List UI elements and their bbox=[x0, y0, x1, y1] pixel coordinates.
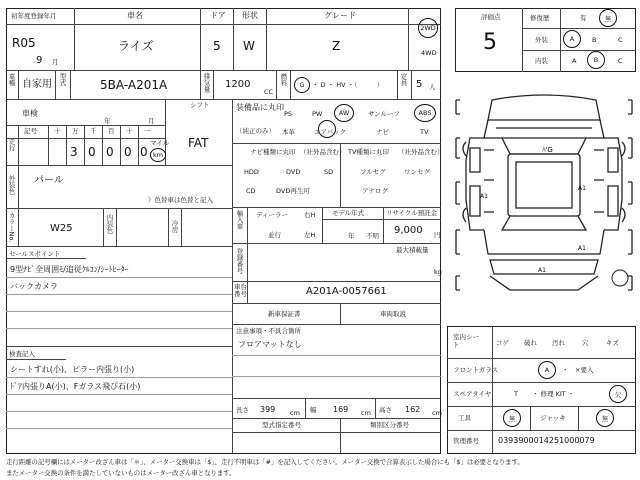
repair-yes: 有 bbox=[580, 14, 587, 22]
mgmt-value: 0393900014251000079 bbox=[498, 436, 595, 445]
footer-note: 走行距離の記号欄にはメーター改ざん車は「＊」、メーター交換車は「$」、走行不明車は「#」を記入してください。メーター交換で合算表示した場合にも「$」は必要となります。 bbox=[6, 458, 524, 466]
frame-label: 車台番号 bbox=[234, 283, 247, 298]
fuel-g-label: G bbox=[299, 81, 305, 89]
diagram-mark: A1 bbox=[578, 185, 586, 192]
score-value: 5 bbox=[483, 30, 497, 55]
odo-head-1000: 千 bbox=[90, 127, 97, 135]
door-header: ドア bbox=[210, 11, 226, 20]
recycle-label: リサイクル預託金 bbox=[386, 209, 438, 217]
navi-item: DVD再生可 bbox=[276, 187, 310, 195]
manual-label: 車両取説 bbox=[380, 310, 406, 318]
exterior-grade-label: 外装 bbox=[535, 36, 548, 44]
width-label: 幅 bbox=[310, 406, 317, 414]
tool-none: 無 bbox=[508, 414, 516, 423]
odo-head-100: 百 bbox=[108, 127, 115, 135]
front-glass-label: フロントガラス bbox=[453, 366, 499, 374]
seat-item: キズ bbox=[606, 339, 619, 347]
equip-tv: TV bbox=[420, 128, 429, 136]
drive-2wd-circle bbox=[418, 18, 438, 38]
capacity-label: 定員 bbox=[399, 73, 408, 86]
inspection-note-line: ﾄﾞｱ内張りA(小)、Fガラス飛び石(小) bbox=[10, 382, 141, 391]
footer-note: またメーター交換の条件を満たしていないものはメーター改ざん車となります。 bbox=[6, 469, 236, 477]
fuel-g-circle bbox=[294, 77, 310, 93]
tv-item: アナログ bbox=[362, 187, 388, 195]
length-label: 長さ bbox=[236, 406, 249, 414]
navi-item: DVD bbox=[286, 168, 301, 176]
shift-value: FAT bbox=[188, 136, 209, 150]
repair-no: 無 bbox=[604, 14, 612, 23]
import-right-h: 右H bbox=[304, 211, 316, 219]
mgmt-label: 管理番号 bbox=[453, 437, 479, 445]
reg-month-unit: 月 bbox=[52, 58, 59, 66]
spare-kit: ・ 修理 KIT ・ bbox=[532, 390, 575, 398]
reg-month-value: 9 bbox=[36, 55, 43, 66]
jack-label: ジャッキ bbox=[540, 414, 566, 422]
car-name-header: 車名 bbox=[127, 11, 143, 20]
equip-leather: 本革 bbox=[282, 128, 295, 136]
tv-item: ワンセグ bbox=[404, 168, 430, 176]
color-change-note: ）色替車は色替と記入 bbox=[148, 196, 213, 204]
navi-sub: （社外品含む） bbox=[300, 148, 346, 156]
spare-t: T bbox=[514, 390, 518, 398]
shape-header: 形状 bbox=[242, 11, 258, 20]
grade-header: グレード bbox=[324, 11, 356, 20]
jack-none-circle bbox=[596, 409, 614, 427]
reg-year-header: 初年度登録年月 bbox=[11, 12, 57, 20]
import-parallel: 並行 bbox=[268, 231, 281, 239]
color-no-value: W25 bbox=[50, 223, 73, 234]
spare-none: 欠 bbox=[614, 390, 622, 399]
fuel-label: 燃料 bbox=[279, 73, 288, 86]
interior-color-label: 内装色 bbox=[105, 214, 114, 234]
fuel-options: ・ D ・ HV ・（ ） bbox=[312, 81, 384, 89]
equip-aw: AW bbox=[338, 109, 350, 117]
import-label: 輸入車 bbox=[235, 210, 244, 230]
door-value: 5 bbox=[213, 39, 221, 53]
equip-abs-circle bbox=[414, 104, 436, 122]
use-value: 自家用 bbox=[22, 79, 52, 90]
height-value: 162 bbox=[405, 405, 421, 414]
seat-item: 穴 bbox=[582, 339, 589, 347]
equip-sunroof: サンルーフ bbox=[368, 110, 400, 118]
repair-label: 修復歴 bbox=[530, 14, 550, 22]
car-name-value: ライズ bbox=[118, 39, 154, 53]
drive-4wd-label: 4WD bbox=[421, 49, 437, 57]
height-label: 高さ bbox=[379, 406, 392, 414]
diagram-mark: A1 bbox=[578, 245, 586, 252]
seat-item: 破れ bbox=[524, 339, 537, 347]
width-unit: cm bbox=[361, 409, 371, 417]
disp-value: 1200 bbox=[225, 79, 251, 90]
recycle-value: 9,000 bbox=[394, 225, 423, 236]
navi-item: HDD bbox=[244, 168, 259, 176]
glass-symbol-circle bbox=[612, 270, 628, 286]
inspection-label: 車検 bbox=[22, 109, 38, 118]
model-year-unknown: 不明 bbox=[366, 232, 379, 240]
notes-label: 注意事項・不具合箇所 bbox=[236, 327, 301, 335]
equip-abs: ABS bbox=[418, 109, 432, 117]
odo-digit: 0 bbox=[88, 145, 96, 159]
odo-head-10k: 十 bbox=[54, 127, 61, 135]
shift-label: シフト bbox=[190, 101, 210, 109]
car-damage-diagram bbox=[450, 90, 638, 320]
navi-item: CD bbox=[246, 187, 256, 195]
odo-head-10: 十 bbox=[126, 127, 133, 135]
drive-2wd-label: 2WD bbox=[420, 24, 436, 32]
front-glass-a: A bbox=[544, 366, 550, 374]
diagram-mark: ﾊ'G bbox=[542, 146, 553, 154]
equip-pw: PW bbox=[312, 110, 323, 118]
exterior-grade-a-circle bbox=[563, 30, 581, 48]
inspection-year-unit: 年 bbox=[104, 117, 111, 125]
front-glass-option: ・ ×要入 bbox=[562, 366, 594, 374]
tool-label: 工具 bbox=[458, 414, 471, 422]
mile-label: マイル bbox=[150, 139, 170, 147]
navi-item: SD bbox=[324, 168, 334, 176]
interior-grade-a: A bbox=[572, 57, 577, 65]
exterior-color-label: 外装色 bbox=[7, 175, 16, 195]
capacity-unit: 人 bbox=[429, 83, 436, 91]
type-no-label: 型式指定番号 bbox=[262, 421, 301, 429]
sales-point-line: バックカメラ bbox=[10, 282, 58, 291]
seat-label: 室内シート bbox=[453, 333, 479, 350]
tv-title: TV種類に丸印 bbox=[348, 148, 389, 156]
height-unit: cm bbox=[432, 409, 442, 417]
model-value: 5BA-A201A bbox=[100, 78, 168, 92]
tool-none-circle bbox=[503, 409, 521, 427]
odo-digit: 3 bbox=[70, 145, 78, 159]
model-label: 型式 bbox=[58, 73, 67, 86]
shape-value: W bbox=[243, 39, 255, 53]
notes-value: フロアマットなし bbox=[238, 340, 302, 349]
equip-aw-circle bbox=[334, 104, 354, 122]
color-no-label: カラーNo. bbox=[7, 212, 16, 243]
interior-grade-label: 内装 bbox=[535, 57, 548, 65]
inspection-note-label: 検査記入 bbox=[9, 350, 35, 358]
exterior-grade-c: C bbox=[618, 36, 623, 44]
repair-no-circle bbox=[599, 9, 617, 27]
grade-value: Z bbox=[332, 39, 341, 53]
length-value: 399 bbox=[260, 405, 276, 414]
exterior-grade-b: B bbox=[592, 36, 597, 44]
equip-label: 装備品に丸印 bbox=[236, 103, 284, 112]
capacity-value: 5 bbox=[416, 79, 423, 90]
equip-ps: PS bbox=[284, 110, 293, 118]
spare-none-circle bbox=[609, 385, 627, 403]
odo-digit: 0 bbox=[124, 145, 132, 159]
model-year-label: モデル年式 bbox=[332, 209, 365, 217]
front-glass-a-circle bbox=[538, 361, 556, 379]
seat-item: コゲ bbox=[496, 339, 509, 347]
model-year-unit: 年 bbox=[348, 232, 355, 240]
km-label: km bbox=[152, 151, 164, 159]
odo-head-10000: 万 bbox=[72, 127, 79, 135]
equip-airbag: エアバック bbox=[314, 128, 346, 136]
odo-side-label: 走行 bbox=[7, 138, 16, 151]
diagram-mark: A1 bbox=[480, 193, 488, 200]
navi-title: ナビ種類に丸印 bbox=[250, 148, 296, 156]
max-load-unit: kg bbox=[434, 268, 442, 276]
exterior-grade-a: A bbox=[569, 35, 575, 43]
seat-item: 汚れ bbox=[552, 339, 565, 347]
recycle-yen: 円 bbox=[434, 231, 441, 239]
length-unit: cm bbox=[290, 409, 300, 417]
import-dealer: ディーラー bbox=[256, 211, 288, 219]
odo-head-1: 一 bbox=[144, 127, 151, 135]
odo-digit: 0 bbox=[106, 145, 114, 159]
interior-grade-c: C bbox=[618, 57, 623, 65]
equip-sub-label: （純正のみ） bbox=[236, 127, 275, 135]
inspection-month-unit: 月 bbox=[148, 117, 155, 125]
equip-navi: ナビ bbox=[376, 128, 389, 136]
aircon-label: 冷房 bbox=[170, 220, 179, 233]
score-label: 評価点 bbox=[481, 13, 501, 21]
km-circle bbox=[150, 148, 166, 162]
interior-grade-b-circle bbox=[587, 51, 605, 69]
tv-item: フルセグ bbox=[360, 168, 386, 176]
inspection-note-line: シートすれ(小)、ピラー内張り(小) bbox=[10, 365, 135, 374]
interior-grade-b: B bbox=[593, 56, 599, 64]
width-value: 169 bbox=[333, 405, 349, 414]
reg-no-label: 登録番号 bbox=[235, 248, 244, 274]
max-load-label: 最大積載量 bbox=[396, 246, 429, 254]
new-warranty-label: 新車保証書 bbox=[268, 310, 301, 318]
import-left-h: 左H bbox=[304, 231, 316, 239]
exterior-color-value: パール bbox=[34, 175, 64, 186]
sales-point-line: 9型ﾅﾋﾞ全周囲ﾓ/追従ｸﾙｺﾝ/ｼｰﾄﾋｰﾀｰ bbox=[10, 265, 129, 274]
disp-label: 排気量 bbox=[202, 73, 211, 93]
odo-digit: 0 bbox=[140, 145, 148, 159]
class-no-label: 類別区分番号 bbox=[370, 421, 409, 429]
tv-sub: （社外品含む） bbox=[398, 148, 444, 156]
vehicle-kind-label: 車種 bbox=[7, 73, 16, 86]
reg-year-value: R05 bbox=[12, 36, 36, 50]
diagram-mark: A1 bbox=[538, 267, 546, 274]
jack-none: 無 bbox=[601, 414, 609, 423]
odo-head-sign: 記号 bbox=[24, 127, 37, 135]
spare-label: スペアタイヤ bbox=[453, 390, 492, 398]
frame-value: A201A-0057661 bbox=[306, 286, 387, 297]
cc-unit: CC bbox=[264, 88, 274, 96]
sales-point-label: セールスポイント bbox=[9, 250, 61, 258]
